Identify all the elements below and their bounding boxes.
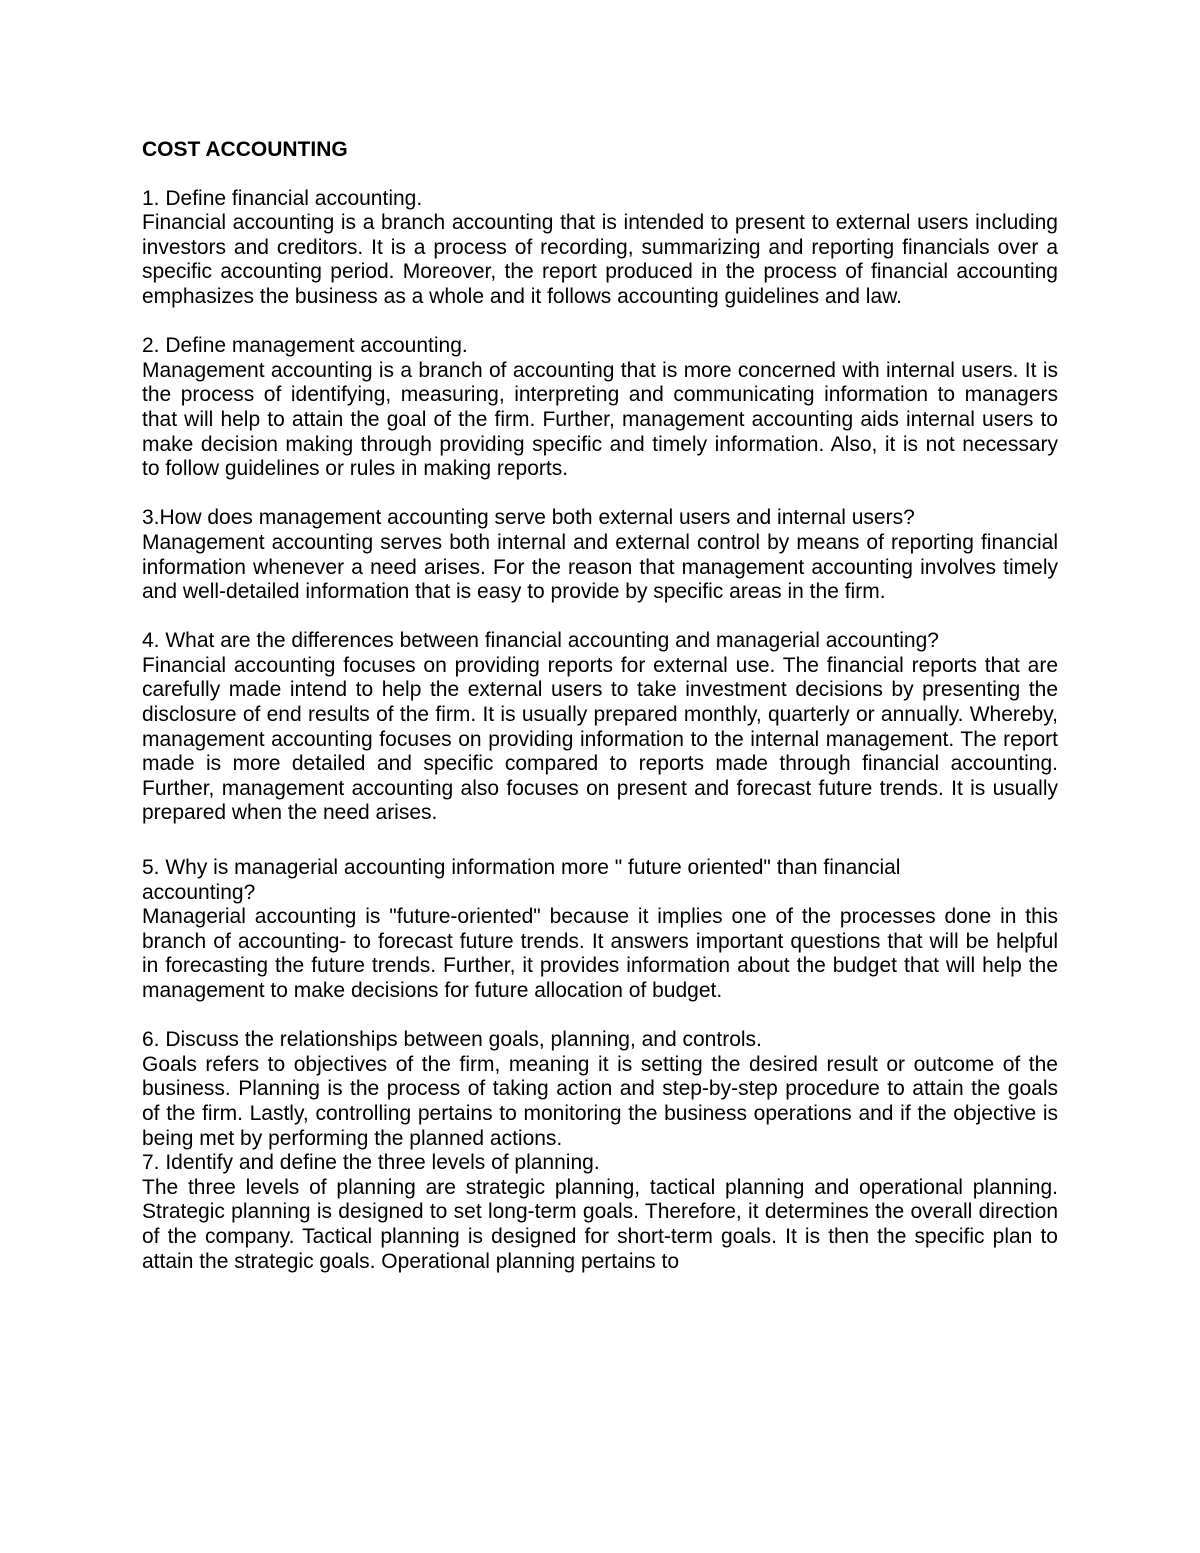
question-text: 4. What are the differences between financial accounting and managerial accounting?	[142, 629, 939, 653]
question-text: 3.How does management accounting serve both external users and internal users?	[142, 506, 915, 530]
answer-text: Managerial accounting is "future-oriented" because it implies one of the processes done in this branch of accounting- to forecast future trends. It answers important questions that will be helpful in forecasting the future trends. Further, it provides information about the budget that will help the management to make decisions for future allocation of budget.	[142, 905, 1058, 1002]
answer-text: Financial accounting is a branch accounting that is intended to present to external users including investors and creditors. It is a process of recording, summarizing and reporting financials over a specific accounting period. Moreover, the report produced in the process of financial accounting emphasizes the business as a whole and it follows accounting guidelines and law.	[142, 211, 1058, 308]
document-page	[142, 138, 1058, 1274]
answer-text: Goals refers to objectives of the firm, meaning it is setting the desired result or outcome of the business. Planning is the process of taking action and step-by-step procedure to attain the goals of the firm. Lastly, controlling pertains to monitoring the business operations and if the objective is being met by performing the planned actions.	[142, 1052, 1058, 1150]
answer-text: The three levels of planning are strategic planning, tactical planning and operational planning. Strategic planning is designed to set long-term goals. Therefore, it determines the overall direction of the company. Tactical planning is designed for short-term goals. It is then the specific plan to attain the strategic goals. Operational planning pertains to	[142, 1175, 1058, 1273]
question-text: 2. Define management accounting.	[142, 334, 468, 358]
question-block-5	[142, 856, 1058, 1004]
answer-text: Management accounting serves both internal and external control by means of reporting financial information whenever a need arises. For the reason that management accounting involves timely and well-detailed information that is easy to provide by specific areas in the firm.	[142, 530, 1058, 604]
question-block-2	[142, 334, 1058, 482]
question-text: 5. Why is managerial accounting information more " future oriented" than financial accounting?	[142, 856, 901, 904]
document-title: COST ACCOUNTING	[142, 138, 348, 161]
question-text: 7. Identify and define the three levels of planning.	[142, 1151, 600, 1175]
answer-text: Financial accounting focuses on providing reports for external use. The financial reports that are carefully made intend to help the external users to take investment decisions by presenting the disclosure of end results of the firm. It is usually prepared monthly, quarterly or annually. Whereby, management accounting focuses on providing information to the internal management. The report made is more detailed and specific compared to reports made through financial accounting. Further, management accounting also focuses on present and forecast future trends. It is usually prepared when the need arises.	[142, 653, 1058, 825]
question-block-3	[142, 506, 1058, 604]
question-block-1	[142, 187, 1058, 310]
question-block-7	[142, 1151, 1058, 1274]
question-block-4	[142, 629, 1058, 826]
question-text: 1. Define financial accounting.	[142, 186, 423, 210]
question-block-6	[142, 1028, 1058, 1151]
question-text: 6. Discuss the relationships between goals, planning, and controls.	[142, 1028, 762, 1052]
answer-text: Management accounting is a branch of accounting that is more concerned with internal users. It is the process of identifying, measuring, interpreting and communicating information to managers that will help to attain the goal of the firm. Further, management accounting aids internal users to make decision making through providing specific and timely information. Also, it is not necessary to follow guidelines or rules in making reports.	[142, 358, 1058, 481]
